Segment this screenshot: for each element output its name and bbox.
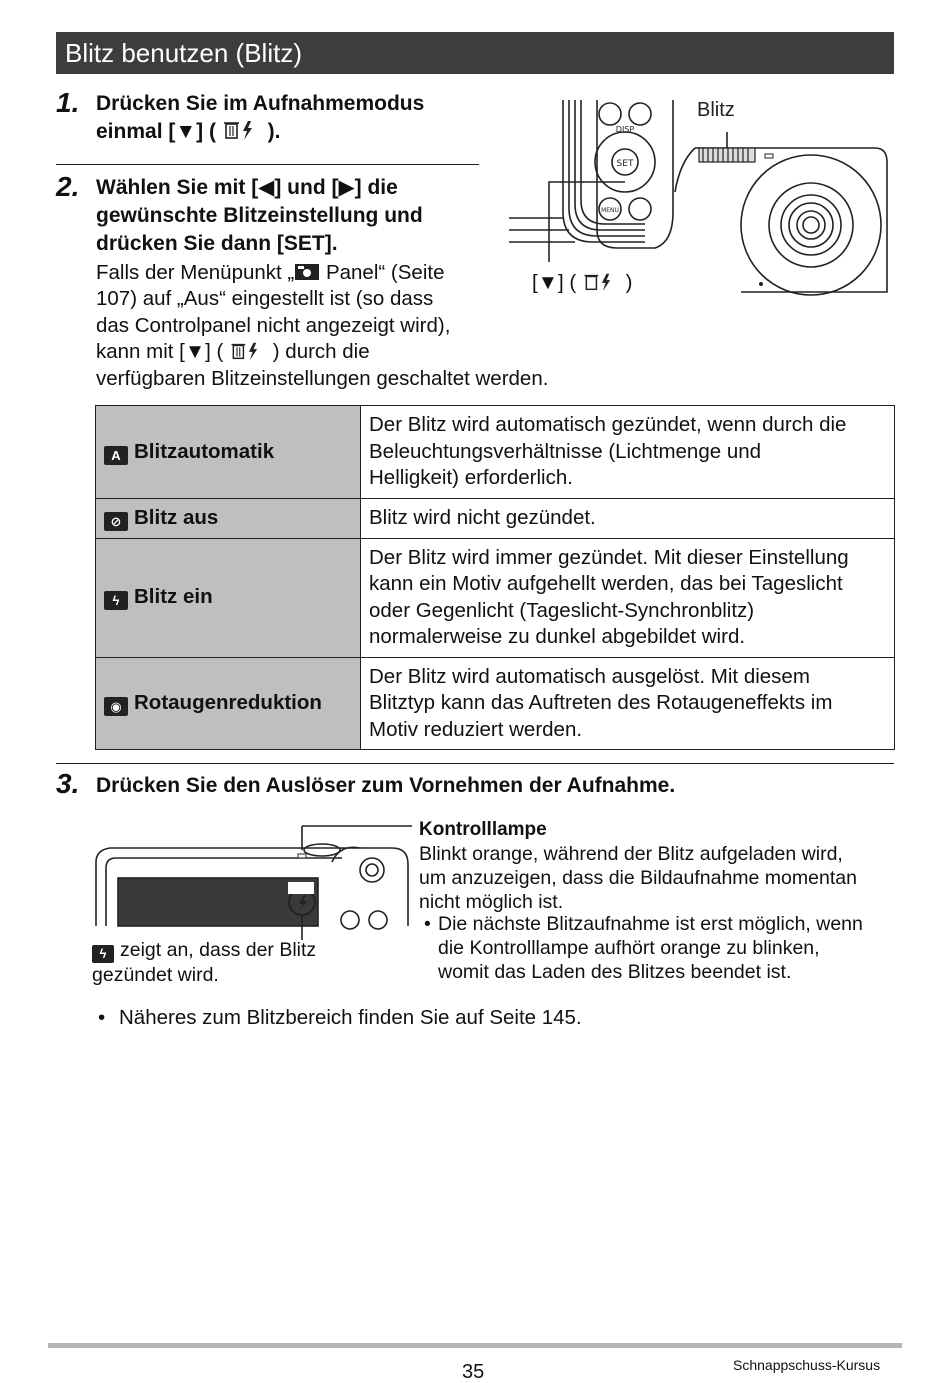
step-2-body-3: das Controlpanel nicht angezeigt wird), (96, 314, 451, 337)
svg-text:MENU: MENU (601, 207, 619, 214)
step-3-text: Drücken Sie den Auslöser zum Vornehmen der Aufnahme. (96, 774, 676, 797)
mode-desc-line: Der Blitz wird automatisch gezündet, wenn durch die (369, 413, 847, 437)
camera-panel-icon (294, 263, 320, 281)
bullet-dot: • (424, 913, 431, 935)
note-bullet: • (98, 1006, 106, 1029)
mode-desc-line: kann ein Motiv aufgehellt werden, das bei Tageslicht (369, 572, 843, 595)
step-2-number: 2. (56, 171, 80, 202)
mode-desc-line: normalerweise zu dunkel abgebildet wird. (369, 625, 746, 648)
flash-auto-icon: A (104, 446, 128, 465)
kontroll-bullet (438, 912, 863, 984)
step-2-body-4: kann mit [▼] ( ) durch die (96, 340, 370, 363)
table-row (96, 657, 895, 750)
section-header (56, 32, 894, 74)
step-2-body-5: verfügbaren Blitzeinstellungen geschaltet werden. (96, 367, 549, 390)
flash-caption-line: ϟ zeigt an, dass der Blitz (92, 938, 316, 963)
step-1-number: 1. (56, 87, 80, 118)
red-eye-icon: ◉ (104, 697, 128, 716)
section-name: Schnappschuss-Kursus (733, 1357, 881, 1373)
mode-desc-line: Der Blitz wird automatisch ausgelöst. Mit diesem (369, 664, 810, 688)
step-1-line-1: Drücken Sie im Aufnahmemodus (96, 92, 425, 115)
trash-flash-icon (582, 271, 620, 293)
kontroll-bullet-line: die Kontrolllampe aufhört orange zu blinken, (438, 937, 820, 959)
camera-back-illustration (92, 822, 422, 940)
trash-flash-icon (229, 340, 267, 362)
step-divider (56, 164, 479, 165)
mode-name: Blitzautomatik (134, 439, 275, 463)
mode-desc-line: Blitztyp kann das Auftreten des Rotaugeneffekts im (369, 691, 833, 714)
step-3-number: 3. (56, 768, 80, 799)
step-2-body-2: 107) auf „Aus“ eingestellt ist (so dass (96, 287, 434, 310)
step-2-line-1: Wählen Sie mit [◀] und [▶] die (96, 176, 398, 199)
section-title: Blitz benutzen (Blitz) (65, 38, 302, 68)
flash-modes-table (95, 405, 895, 750)
kontroll-line: Blinkt orange, während der Blitz aufgeladen wird, (419, 843, 843, 865)
mode-name: Blitz aus (134, 505, 219, 529)
step-2-line-3: drücken Sie dann [SET]. (96, 232, 338, 255)
step-2-line-2: gewünschte Blitzeinstellung und (96, 204, 423, 227)
kontroll-line: um anzuzeigen, dass die Bildaufnahme momentan (419, 867, 857, 889)
kontroll-title: Kontrolllampe (419, 819, 547, 840)
table-row (96, 499, 895, 539)
flash-label: Blitz (697, 99, 735, 121)
svg-text:DISP: DISP (615, 125, 635, 134)
page-number: 35 (462, 1361, 485, 1383)
flash-off-icon: ⊘ (104, 512, 128, 531)
footer-rule (48, 1343, 902, 1348)
flash-on-icon: ϟ (92, 945, 114, 963)
kontroll-line: nicht möglich ist. (419, 891, 564, 913)
table-row (96, 538, 895, 657)
mode-desc-line: oder Gegenlicht (Tageslicht-Synchronblitz) (369, 598, 755, 622)
step-1-line-2: einmal [▼] ( ). (96, 120, 281, 143)
flash-caption (92, 938, 316, 987)
down-button-label: [▼] ( ) (532, 271, 633, 294)
kontroll-desc (419, 842, 857, 914)
flash-caption-line: gezündet wird. (92, 964, 219, 986)
step-2-body-1: Falls der Menüpunkt „ Panel“ (Seite (96, 261, 445, 284)
mode-name: Rotaugenreduktion (134, 690, 322, 714)
mode-name: Blitz ein (134, 585, 213, 608)
kontroll-bullet-line: womit das Laden des Blitzes beendet ist. (438, 961, 792, 983)
table-row (96, 406, 895, 499)
mode-desc-line: Blitz wird nicht gezündet. (369, 506, 596, 529)
step-divider (56, 763, 894, 764)
flash-on-icon: ϟ (104, 591, 128, 610)
mode-desc-line: Der Blitz wird immer gezündet. Mit dieser Einstellung (369, 545, 849, 569)
mode-desc-line: Beleuchtungsverhältnisse (Lichtmenge und (369, 439, 762, 463)
note-text: Näheres zum Blitzbereich finden Sie auf Seite 145. (119, 1006, 582, 1029)
mode-desc-line: Motiv reduziert werden. (369, 717, 583, 741)
svg-text:SET: SET (616, 159, 634, 169)
mode-desc-line: Helligkeit) erforderlich. (369, 466, 573, 490)
trash-flash-icon (222, 118, 262, 142)
kontroll-bullet-line: Die nächste Blitzaufnahme ist erst möglich, wenn (438, 913, 863, 935)
